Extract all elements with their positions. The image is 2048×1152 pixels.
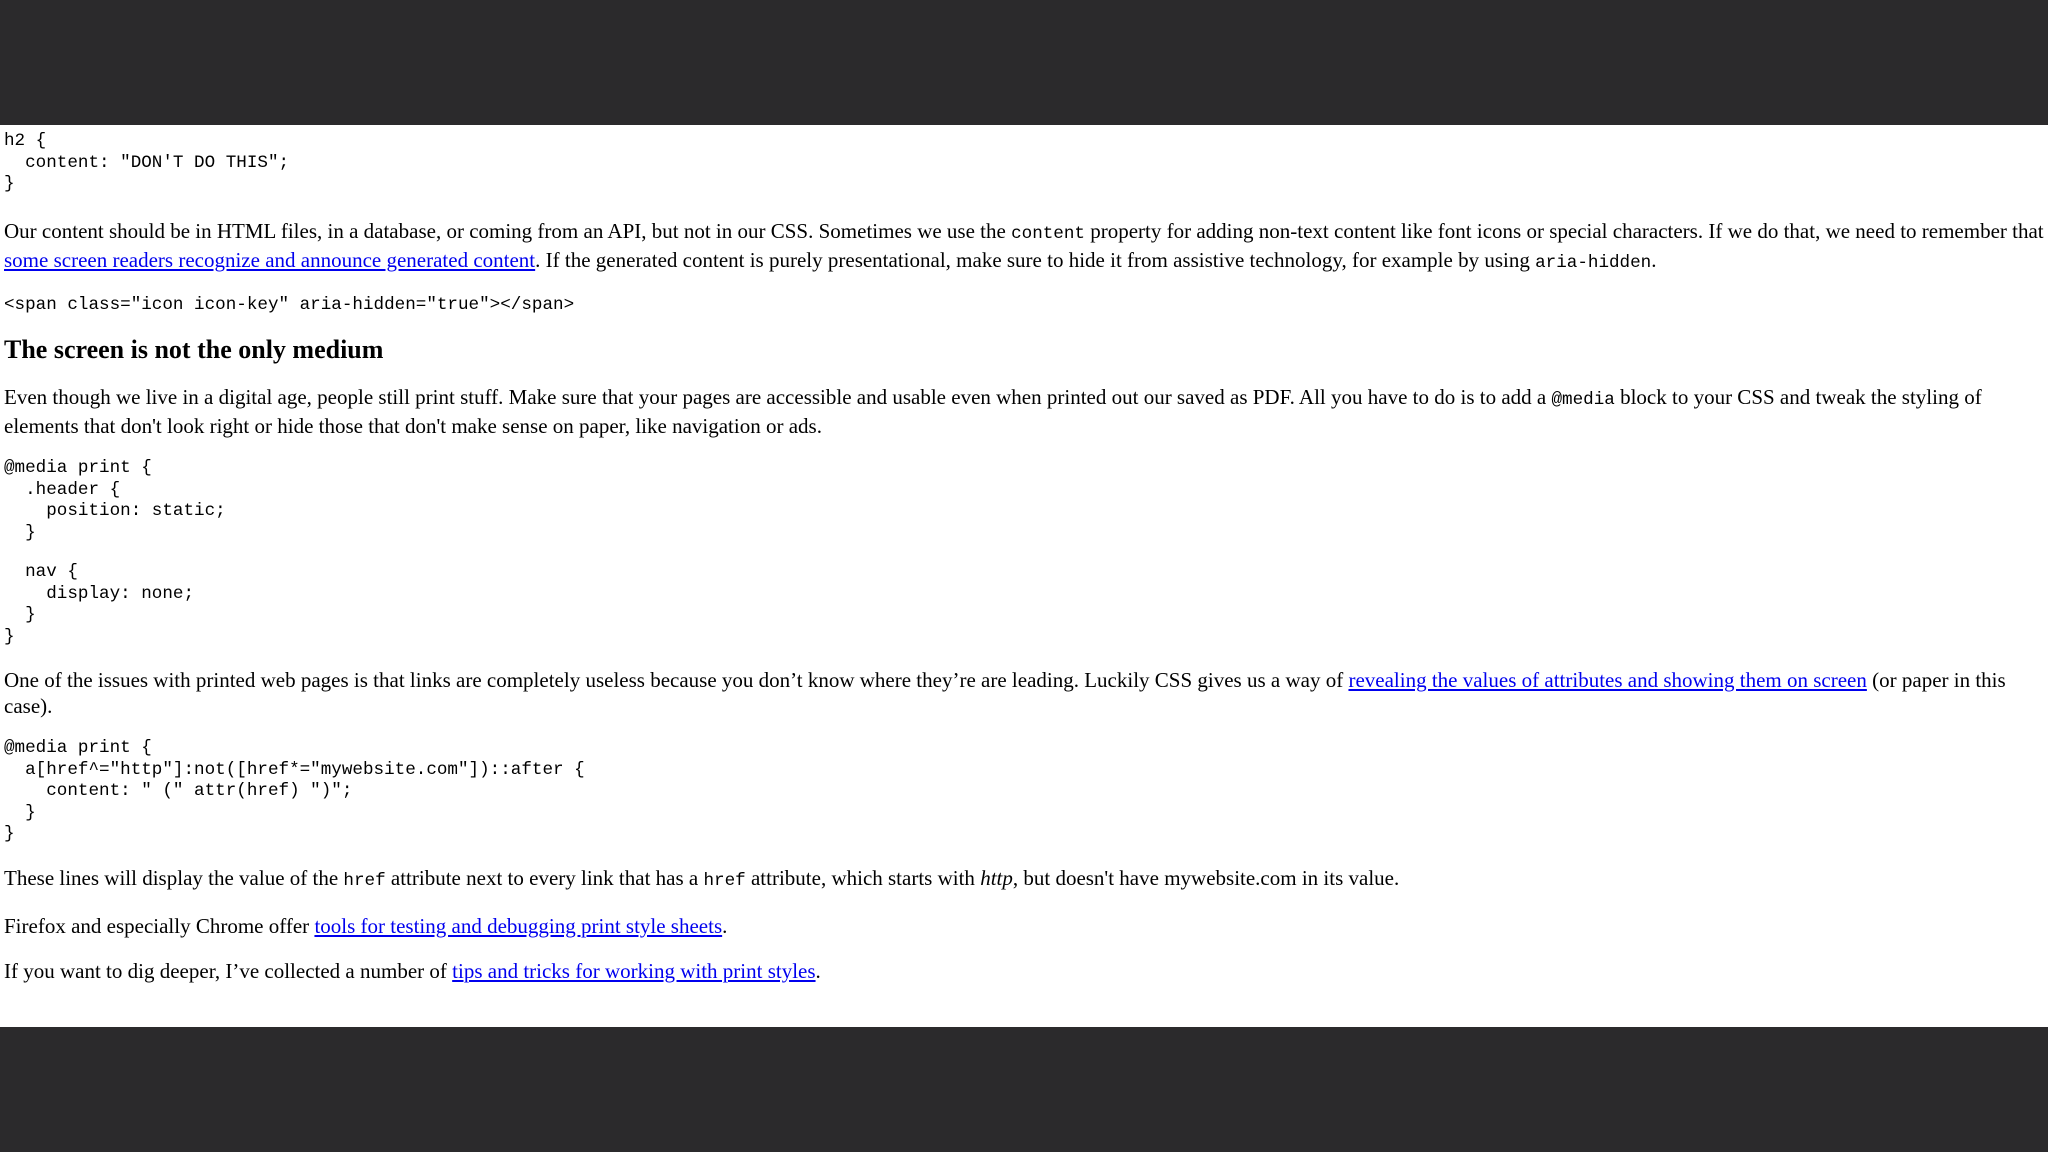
link-print-debugging-tools[interactable]: tools for testing and debugging print style sheets <box>314 913 723 938</box>
section-heading: The screen is not the only medium <box>4 335 384 364</box>
page-content <box>0 125 2048 1027</box>
code-block-h2-content: h2 { content: "DON'T DO THIS"; } <box>4 131 290 194</box>
letterbox-bottom <box>0 1027 2048 1152</box>
code-block-media-print-header: @media print { .header { position: static; } <box>4 458 226 543</box>
paragraph-printed-links: One of the issues with printed web pages is that links are completely useless because you don’t know where they’re are leading. Luckily CSS gives us a way of revealing the values of attributes and showing them on screen (or paper in this case). <box>4 668 2006 718</box>
paragraph-href-explanation: These lines will display the value of the href attribute next to every link that has a href attribute, which starts with http, but doesn't have mywebsite.com in its value. <box>4 865 1400 891</box>
link-revealing-attribute-values[interactable]: revealing the values of attributes and showing them on screen <box>1348 668 1867 692</box>
code-block-media-print-links: @media print { a[href^="http"]:not([href*="mywebsite.com"])::after { content: " (" attr(href) ")"; } } <box>4 738 585 844</box>
letterbox-top <box>0 0 2048 125</box>
paragraph-dig-deeper: If you want to dig deeper, I’ve collected a number of tips and tricks for working with print styles. <box>4 958 821 983</box>
paragraph-print-medium: Even though we live in a digital age, people still print stuff. Make sure that your pages are accessible and usable even when printed out our saved as PDF. All you have to do is to add a @media block to your CSS and tweak the styling of elements that don't look right or hide those that don't make sense on paper, like navigation or ads. <box>4 385 1982 438</box>
inline-code-media: @media <box>1551 390 1615 410</box>
inline-code-href: href <box>343 870 386 891</box>
link-print-style-tips[interactable]: tips and tricks for working with print styles <box>452 958 816 983</box>
inline-code-href-2: href <box>703 870 746 891</box>
emphasis-http: http <box>980 865 1013 890</box>
paragraph-devtools: Firefox and especially Chrome offer tools for testing and debugging print style sheets. <box>4 913 728 938</box>
inline-code-aria-hidden: aria-hidden <box>1535 252 1652 273</box>
code-block-media-print-nav: nav { display: none; } } <box>4 562 195 647</box>
paragraph-generated-content: Our content should be in HTML files, in a database, or coming from an API, but not in our CSS. Sometimes we use the content property for adding non-text content like font icons or special characters. If we do that, we need to remember that some screen readers recognize and announce generated content. If the generated content is purely presentational, make sure to hide it from assistive technology, for example by using aria-hidden. <box>4 218 2044 273</box>
inline-code-content: content <box>1011 223 1085 244</box>
link-screen-readers-generated-content[interactable]: some screen readers recognize and announce generated content <box>4 247 536 272</box>
code-block-span-icon: <span class="icon icon-key" aria-hidden="true"></span> <box>4 294 575 315</box>
